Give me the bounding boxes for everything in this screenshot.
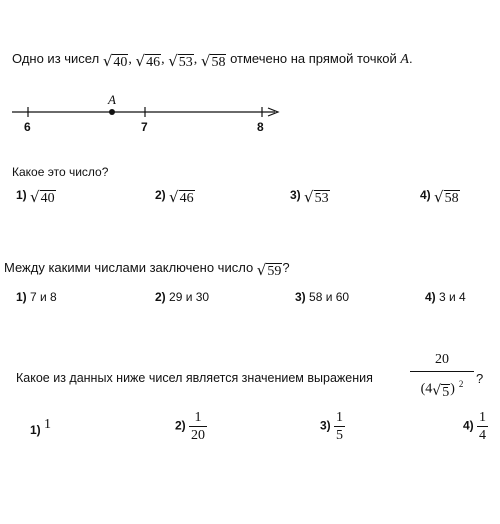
q3-expression [410,352,474,400]
q2-option-4[interactable]: 4) 3 и 4 [425,290,466,304]
q3-expr-bar [410,371,474,372]
q2-statement: Между какими числами заключено число √ 59 ? [4,260,290,279]
q1-option-1[interactable]: 1) √ 40 [16,188,55,206]
q3-expr-denominator: (4 √ 5 ) $^2$ [420,379,464,400]
q3-expr-power: 2 [458,379,464,389]
q3-option-1[interactable]: 1) 1 [30,417,52,437]
q1-option-3[interactable]: 3) √ 53 [290,188,329,206]
q2-option-3[interactable]: 3) 58 и 60 [295,290,350,304]
point-a [109,109,115,115]
q1-point-name: A [400,52,409,67]
q2-number: √ 59 [256,261,282,279]
q2-prefix: Между какими числами заключено число [4,260,254,275]
number-line [0,88,300,124]
tick-label-6: 6 [24,120,31,134]
q1-statement: Одно из чисел √ 40 , √ 46 , √ 53 , √ 58 отмечено на прямой точкой A. [12,51,413,70]
q3-option-2[interactable]: 2) $\frac{1}{20}$ [175,410,206,443]
q1-number-3: √ 53 [168,52,193,70]
q1-prefix: Одно из чисел [12,51,100,66]
q1-option-4[interactable]: 4) √ 58 [420,188,459,206]
q2-option-1[interactable]: 1) 7 и 8 [16,290,57,304]
q3-suffix: ? [476,371,484,386]
q1-number-4: √ 58 [200,52,226,70]
q2-option-2[interactable]: 2) 29 и 30 [155,290,210,304]
q3-option-4[interactable]: 4) $\frac{1}{4}$ [463,410,487,443]
point-a-label: A [108,92,116,107]
q1-question: Какое это число? [12,165,109,179]
q1-suffix: отмечено на прямой точкой [230,51,397,66]
q1-option-2[interactable]: 2) √ 46 [155,188,194,206]
tick-label-8: 8 [257,120,264,134]
q3-expr-numerator: 20 [435,352,449,367]
q1-number-2: √ 46 [135,52,161,70]
q3-prefix: Какое из данных ниже чисел является значением выражения [16,371,373,385]
tick-label-7: 7 [141,120,148,134]
q3-option-3[interactable]: 3) $\frac{1}{5}$ [320,410,344,443]
q1-number-1: √ 40 [102,52,128,70]
